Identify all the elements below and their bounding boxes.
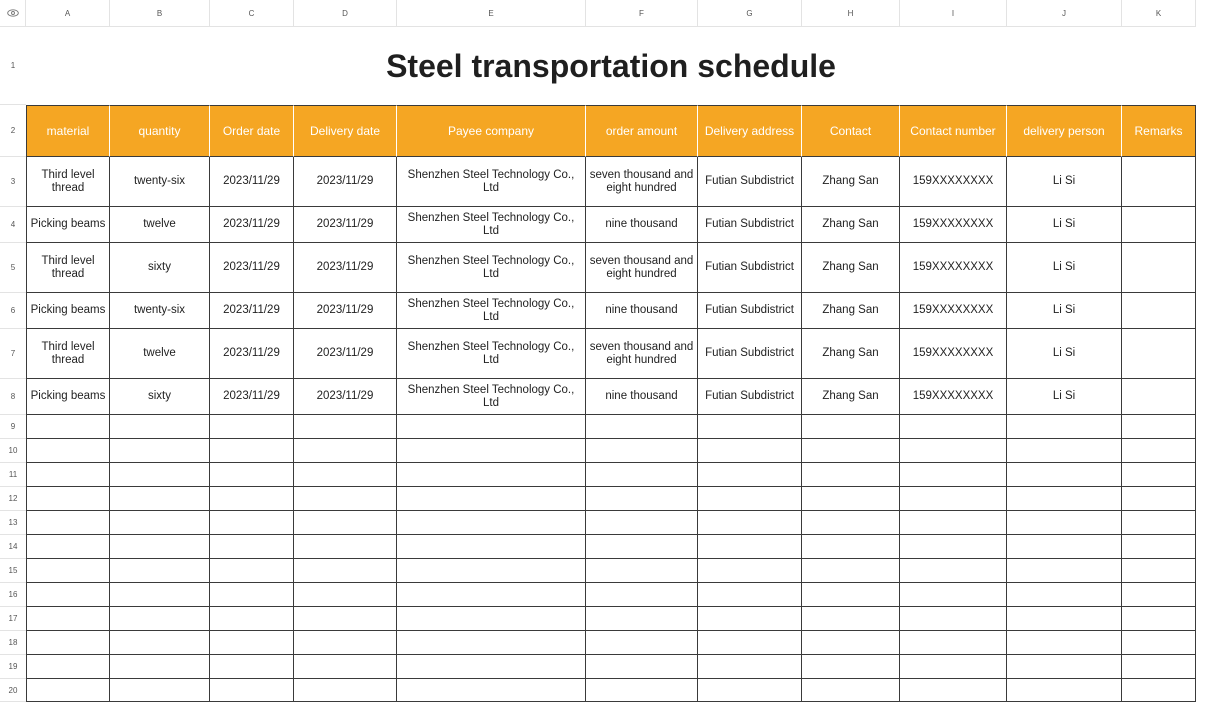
table-cell[interactable]: Third level thread bbox=[26, 329, 110, 379]
row-header-17[interactable]: 17 bbox=[0, 607, 26, 631]
table-cell[interactable] bbox=[1122, 243, 1196, 293]
table-cell[interactable] bbox=[294, 655, 397, 679]
table-cell[interactable]: 2023/11/29 bbox=[294, 243, 397, 293]
table-cell[interactable] bbox=[1007, 607, 1122, 631]
header-cell[interactable]: Order date bbox=[210, 105, 294, 157]
table-cell[interactable]: seven thousand and eight hundred bbox=[586, 157, 698, 207]
table-cell[interactable] bbox=[1122, 329, 1196, 379]
header-cell[interactable]: Payee company bbox=[397, 105, 586, 157]
table-cell[interactable] bbox=[294, 607, 397, 631]
table-cell[interactable] bbox=[210, 583, 294, 607]
table-cell[interactable] bbox=[900, 583, 1007, 607]
table-cell[interactable]: 2023/11/29 bbox=[210, 207, 294, 243]
table-cell[interactable]: Li Si bbox=[1007, 157, 1122, 207]
row-header-19[interactable]: 19 bbox=[0, 655, 26, 679]
table-cell[interactable] bbox=[1007, 655, 1122, 679]
column-header-k[interactable]: K bbox=[1122, 0, 1196, 27]
table-cell[interactable] bbox=[802, 679, 900, 702]
column-header-a[interactable]: A bbox=[26, 0, 110, 27]
table-cell[interactable]: sixty bbox=[110, 243, 210, 293]
table-cell[interactable] bbox=[802, 463, 900, 487]
table-cell[interactable]: Futian Subdistrict bbox=[698, 329, 802, 379]
header-cell[interactable]: material bbox=[26, 105, 110, 157]
row-header-4[interactable]: 4 bbox=[0, 207, 26, 243]
table-cell[interactable] bbox=[110, 607, 210, 631]
table-cell[interactable] bbox=[1122, 439, 1196, 463]
row-header-2[interactable]: 2 bbox=[0, 105, 26, 157]
column-header-b[interactable]: B bbox=[110, 0, 210, 27]
table-cell[interactable] bbox=[397, 559, 586, 583]
table-cell[interactable] bbox=[110, 631, 210, 655]
table-cell[interactable] bbox=[586, 583, 698, 607]
table-cell[interactable] bbox=[586, 679, 698, 702]
table-cell[interactable] bbox=[900, 655, 1007, 679]
table-cell[interactable] bbox=[698, 655, 802, 679]
table-cell[interactable] bbox=[900, 487, 1007, 511]
table-cell[interactable]: 2023/11/29 bbox=[210, 157, 294, 207]
table-cell[interactable] bbox=[802, 583, 900, 607]
table-cell[interactable] bbox=[397, 487, 586, 511]
table-cell[interactable] bbox=[110, 463, 210, 487]
row-header-15[interactable]: 15 bbox=[0, 559, 26, 583]
table-cell[interactable]: 2023/11/29 bbox=[210, 243, 294, 293]
header-cell[interactable]: order amount bbox=[586, 105, 698, 157]
table-cell[interactable] bbox=[1007, 415, 1122, 439]
row-header-20[interactable]: 20 bbox=[0, 679, 26, 702]
table-cell[interactable] bbox=[294, 583, 397, 607]
table-cell[interactable]: nine thousand bbox=[586, 207, 698, 243]
table-cell[interactable] bbox=[900, 559, 1007, 583]
table-cell[interactable] bbox=[698, 583, 802, 607]
table-cell[interactable] bbox=[1122, 679, 1196, 702]
table-cell[interactable] bbox=[802, 415, 900, 439]
table-cell[interactable]: Li Si bbox=[1007, 293, 1122, 329]
header-cell[interactable]: delivery person bbox=[1007, 105, 1122, 157]
row-header-14[interactable]: 14 bbox=[0, 535, 26, 559]
table-cell[interactable] bbox=[698, 487, 802, 511]
table-cell[interactable] bbox=[26, 487, 110, 511]
table-cell[interactable] bbox=[397, 511, 586, 535]
table-cell[interactable] bbox=[1122, 511, 1196, 535]
table-cell[interactable]: 2023/11/29 bbox=[294, 293, 397, 329]
table-cell[interactable]: Zhang San bbox=[802, 329, 900, 379]
table-cell[interactable] bbox=[1122, 559, 1196, 583]
table-cell[interactable]: 2023/11/29 bbox=[294, 157, 397, 207]
table-cell[interactable] bbox=[110, 535, 210, 559]
table-cell[interactable] bbox=[397, 535, 586, 559]
header-cell[interactable]: quantity bbox=[110, 105, 210, 157]
table-cell[interactable] bbox=[1007, 439, 1122, 463]
table-cell[interactable] bbox=[586, 607, 698, 631]
row-header-13[interactable]: 13 bbox=[0, 511, 26, 535]
table-cell[interactable] bbox=[1007, 583, 1122, 607]
table-cell[interactable] bbox=[586, 655, 698, 679]
table-cell[interactable] bbox=[294, 487, 397, 511]
table-cell[interactable] bbox=[900, 607, 1007, 631]
table-cell[interactable] bbox=[1122, 207, 1196, 243]
table-cell[interactable] bbox=[1007, 463, 1122, 487]
table-cell[interactable]: Shenzhen Steel Technology Co., Ltd bbox=[397, 379, 586, 415]
table-cell[interactable] bbox=[1122, 379, 1196, 415]
table-cell[interactable] bbox=[26, 679, 110, 702]
table-cell[interactable] bbox=[397, 439, 586, 463]
table-cell[interactable]: Shenzhen Steel Technology Co., Ltd bbox=[397, 207, 586, 243]
header-cell[interactable]: Delivery address bbox=[698, 105, 802, 157]
header-cell[interactable]: Contact bbox=[802, 105, 900, 157]
row-header-10[interactable]: 10 bbox=[0, 439, 26, 463]
table-cell[interactable] bbox=[294, 535, 397, 559]
table-cell[interactable] bbox=[900, 535, 1007, 559]
table-cell[interactable]: Picking beams bbox=[26, 293, 110, 329]
table-cell[interactable] bbox=[210, 535, 294, 559]
table-cell[interactable] bbox=[698, 415, 802, 439]
header-cell[interactable]: Delivery date bbox=[294, 105, 397, 157]
table-cell[interactable]: seven thousand and eight hundred bbox=[586, 243, 698, 293]
table-cell[interactable] bbox=[1007, 511, 1122, 535]
table-cell[interactable] bbox=[397, 415, 586, 439]
table-cell[interactable] bbox=[210, 631, 294, 655]
table-cell[interactable] bbox=[900, 679, 1007, 702]
table-cell[interactable] bbox=[1122, 415, 1196, 439]
table-cell[interactable] bbox=[698, 607, 802, 631]
table-cell[interactable] bbox=[294, 415, 397, 439]
table-cell[interactable] bbox=[900, 631, 1007, 655]
table-cell[interactable]: Shenzhen Steel Technology Co., Ltd bbox=[397, 293, 586, 329]
table-cell[interactable] bbox=[802, 655, 900, 679]
table-cell[interactable] bbox=[802, 487, 900, 511]
table-cell[interactable]: twenty-six bbox=[110, 157, 210, 207]
table-cell[interactable] bbox=[1122, 157, 1196, 207]
table-cell[interactable]: Zhang San bbox=[802, 207, 900, 243]
table-cell[interactable]: Zhang San bbox=[802, 293, 900, 329]
table-cell[interactable]: 159XXXXXXXX bbox=[900, 379, 1007, 415]
table-cell[interactable] bbox=[698, 679, 802, 702]
table-cell[interactable] bbox=[294, 511, 397, 535]
table-cell[interactable] bbox=[26, 439, 110, 463]
table-cell[interactable] bbox=[210, 655, 294, 679]
table-cell[interactable] bbox=[26, 511, 110, 535]
row-header-9[interactable]: 9 bbox=[0, 415, 26, 439]
table-cell[interactable] bbox=[210, 415, 294, 439]
table-cell[interactable]: Li Si bbox=[1007, 379, 1122, 415]
table-cell[interactable] bbox=[294, 439, 397, 463]
table-cell[interactable] bbox=[26, 655, 110, 679]
table-cell[interactable]: Third level thread bbox=[26, 243, 110, 293]
table-cell[interactable] bbox=[110, 679, 210, 702]
table-cell[interactable] bbox=[210, 607, 294, 631]
table-cell[interactable]: Futian Subdistrict bbox=[698, 243, 802, 293]
header-cell[interactable]: Contact number bbox=[900, 105, 1007, 157]
header-cell[interactable]: Remarks bbox=[1122, 105, 1196, 157]
table-cell[interactable] bbox=[802, 559, 900, 583]
table-cell[interactable] bbox=[1007, 559, 1122, 583]
table-cell[interactable] bbox=[397, 607, 586, 631]
table-cell[interactable]: Shenzhen Steel Technology Co., Ltd bbox=[397, 329, 586, 379]
table-cell[interactable] bbox=[1122, 583, 1196, 607]
table-cell[interactable] bbox=[1122, 487, 1196, 511]
table-cell[interactable] bbox=[397, 631, 586, 655]
table-cell[interactable] bbox=[586, 511, 698, 535]
table-cell[interactable]: nine thousand bbox=[586, 293, 698, 329]
column-header-e[interactable]: E bbox=[397, 0, 586, 27]
table-cell[interactable] bbox=[210, 439, 294, 463]
table-cell[interactable] bbox=[110, 583, 210, 607]
table-cell[interactable]: seven thousand and eight hundred bbox=[586, 329, 698, 379]
table-cell[interactable]: twenty-six bbox=[110, 293, 210, 329]
table-cell[interactable] bbox=[26, 463, 110, 487]
table-cell[interactable] bbox=[586, 535, 698, 559]
table-cell[interactable] bbox=[294, 679, 397, 702]
table-cell[interactable] bbox=[698, 631, 802, 655]
table-cell[interactable] bbox=[210, 511, 294, 535]
table-cell[interactable]: Li Si bbox=[1007, 329, 1122, 379]
table-cell[interactable] bbox=[294, 631, 397, 655]
table-cell[interactable]: 2023/11/29 bbox=[294, 379, 397, 415]
table-cell[interactable] bbox=[26, 583, 110, 607]
table-cell[interactable]: Zhang San bbox=[802, 243, 900, 293]
table-cell[interactable] bbox=[294, 559, 397, 583]
table-cell[interactable] bbox=[1007, 487, 1122, 511]
table-cell[interactable]: 159XXXXXXXX bbox=[900, 329, 1007, 379]
table-cell[interactable] bbox=[397, 583, 586, 607]
table-cell[interactable]: Futian Subdistrict bbox=[698, 379, 802, 415]
row-header-11[interactable]: 11 bbox=[0, 463, 26, 487]
table-cell[interactable] bbox=[110, 511, 210, 535]
column-header-i[interactable]: I bbox=[900, 0, 1007, 27]
table-cell[interactable]: Zhang San bbox=[802, 379, 900, 415]
row-header-6[interactable]: 6 bbox=[0, 293, 26, 329]
table-cell[interactable]: Zhang San bbox=[802, 157, 900, 207]
table-cell[interactable] bbox=[397, 655, 586, 679]
table-cell[interactable]: Futian Subdistrict bbox=[698, 293, 802, 329]
table-cell[interactable] bbox=[900, 511, 1007, 535]
table-cell[interactable]: Picking beams bbox=[26, 207, 110, 243]
table-cell[interactable]: Third level thread bbox=[26, 157, 110, 207]
table-cell[interactable] bbox=[802, 511, 900, 535]
table-cell[interactable]: Futian Subdistrict bbox=[698, 157, 802, 207]
table-cell[interactable]: twelve bbox=[110, 207, 210, 243]
table-cell[interactable] bbox=[900, 439, 1007, 463]
table-cell[interactable] bbox=[586, 559, 698, 583]
column-header-j[interactable]: J bbox=[1007, 0, 1122, 27]
row-header-5[interactable]: 5 bbox=[0, 243, 26, 293]
table-cell[interactable] bbox=[900, 415, 1007, 439]
table-cell[interactable] bbox=[698, 559, 802, 583]
table-cell[interactable] bbox=[586, 415, 698, 439]
table-cell[interactable] bbox=[110, 487, 210, 511]
table-cell[interactable] bbox=[26, 559, 110, 583]
table-cell[interactable] bbox=[210, 487, 294, 511]
table-cell[interactable] bbox=[26, 607, 110, 631]
table-cell[interactable] bbox=[698, 463, 802, 487]
row-header-1[interactable]: 1 bbox=[0, 27, 26, 105]
column-header-h[interactable]: H bbox=[802, 0, 900, 27]
table-cell[interactable]: Li Si bbox=[1007, 243, 1122, 293]
table-cell[interactable]: 159XXXXXXXX bbox=[900, 207, 1007, 243]
select-all-corner[interactable] bbox=[0, 0, 26, 27]
table-cell[interactable] bbox=[26, 415, 110, 439]
column-header-c[interactable]: C bbox=[210, 0, 294, 27]
table-cell[interactable] bbox=[698, 439, 802, 463]
table-cell[interactable] bbox=[1122, 535, 1196, 559]
table-cell[interactable] bbox=[1122, 655, 1196, 679]
table-cell[interactable] bbox=[210, 463, 294, 487]
table-cell[interactable] bbox=[26, 535, 110, 559]
table-cell[interactable] bbox=[802, 631, 900, 655]
table-cell[interactable] bbox=[1007, 535, 1122, 559]
row-header-16[interactable]: 16 bbox=[0, 583, 26, 607]
table-cell[interactable] bbox=[586, 487, 698, 511]
row-header-3[interactable]: 3 bbox=[0, 157, 26, 207]
sheet-title[interactable]: Steel transportation schedule bbox=[386, 47, 836, 84]
table-cell[interactable]: 159XXXXXXXX bbox=[900, 293, 1007, 329]
eye-icon bbox=[7, 9, 19, 17]
table-cell[interactable] bbox=[1122, 463, 1196, 487]
table-cell[interactable]: Shenzhen Steel Technology Co., Ltd bbox=[397, 243, 586, 293]
table-cell[interactable] bbox=[397, 679, 586, 702]
table-cell[interactable] bbox=[294, 463, 397, 487]
table-cell[interactable]: Shenzhen Steel Technology Co., Ltd bbox=[397, 157, 586, 207]
table-cell[interactable] bbox=[1122, 293, 1196, 329]
table-cell[interactable]: 2023/11/29 bbox=[210, 379, 294, 415]
table-cell[interactable]: 2023/11/29 bbox=[210, 329, 294, 379]
table-cell[interactable] bbox=[1122, 607, 1196, 631]
table-cell[interactable]: 2023/11/29 bbox=[294, 207, 397, 243]
table-cell[interactable] bbox=[1007, 679, 1122, 702]
table-cell[interactable]: 2023/11/29 bbox=[210, 293, 294, 329]
row-header-8[interactable]: 8 bbox=[0, 379, 26, 415]
table-cell[interactable] bbox=[397, 463, 586, 487]
table-cell[interactable] bbox=[802, 535, 900, 559]
table-cell[interactable]: Futian Subdistrict bbox=[698, 207, 802, 243]
table-cell[interactable]: Li Si bbox=[1007, 207, 1122, 243]
table-cell[interactable] bbox=[900, 463, 1007, 487]
table-cell[interactable] bbox=[586, 631, 698, 655]
table-cell[interactable] bbox=[110, 439, 210, 463]
table-cell[interactable] bbox=[110, 655, 210, 679]
table-cell[interactable] bbox=[210, 559, 294, 583]
table-cell[interactable] bbox=[210, 679, 294, 702]
table-cell[interactable] bbox=[1007, 631, 1122, 655]
table-cell[interactable]: nine thousand bbox=[586, 379, 698, 415]
table-cell[interactable]: twelve bbox=[110, 329, 210, 379]
table-cell[interactable] bbox=[1122, 631, 1196, 655]
table-cell[interactable]: sixty bbox=[110, 379, 210, 415]
table-cell[interactable]: 159XXXXXXXX bbox=[900, 157, 1007, 207]
table-cell[interactable] bbox=[586, 439, 698, 463]
table-cell[interactable]: Picking beams bbox=[26, 379, 110, 415]
table-cell[interactable]: 159XXXXXXXX bbox=[900, 243, 1007, 293]
column-header-f[interactable]: F bbox=[586, 0, 698, 27]
table-cell[interactable] bbox=[698, 511, 802, 535]
table-cell[interactable] bbox=[110, 415, 210, 439]
table-cell[interactable] bbox=[802, 607, 900, 631]
table-cell[interactable] bbox=[698, 535, 802, 559]
row-header-18[interactable]: 18 bbox=[0, 631, 26, 655]
table-cell[interactable] bbox=[586, 463, 698, 487]
table-cell[interactable] bbox=[26, 631, 110, 655]
table-cell[interactable] bbox=[802, 439, 900, 463]
table-cell[interactable] bbox=[110, 559, 210, 583]
table-cell[interactable]: 2023/11/29 bbox=[294, 329, 397, 379]
column-header-d[interactable]: D bbox=[294, 0, 397, 27]
column-header-g[interactable]: G bbox=[698, 0, 802, 27]
row-header-12[interactable]: 12 bbox=[0, 487, 26, 511]
row-header-7[interactable]: 7 bbox=[0, 329, 26, 379]
